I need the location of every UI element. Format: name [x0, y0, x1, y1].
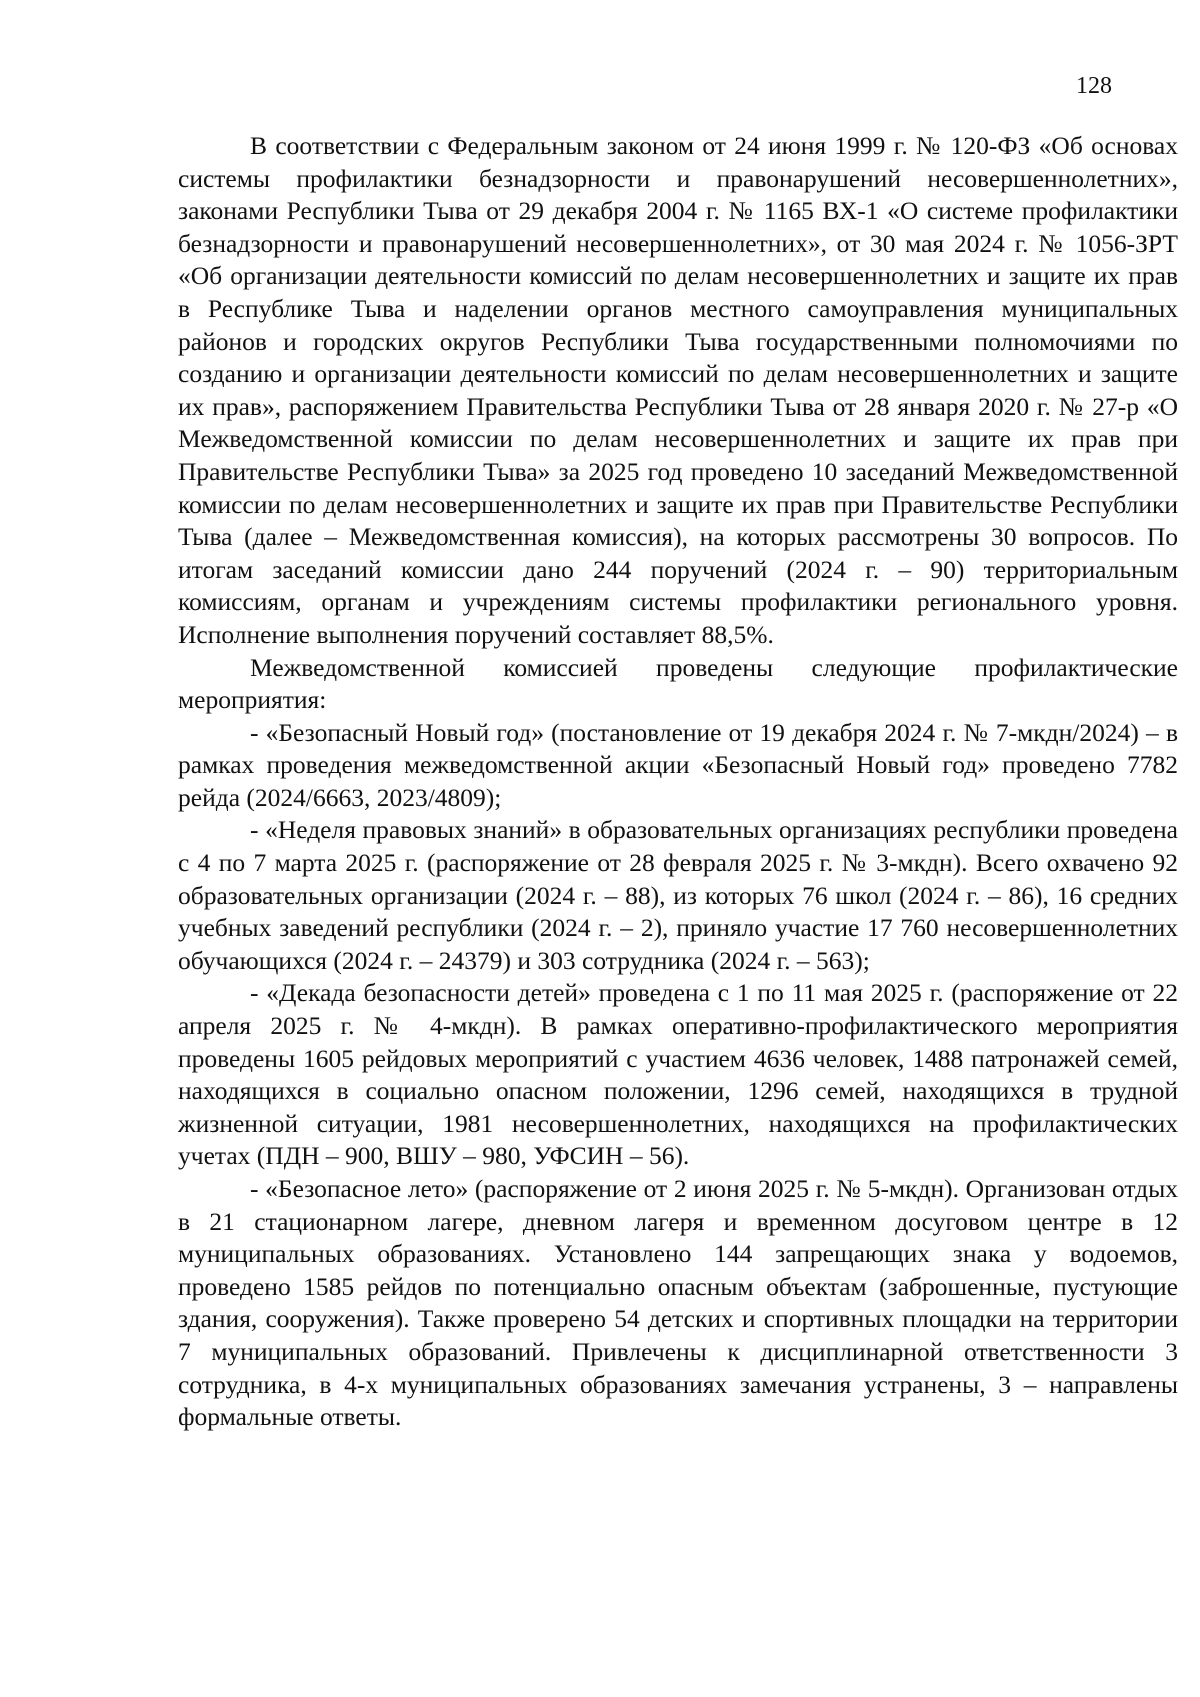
paragraph-legal-basis: В соответствии с Федеральным законом от 24 июня 1999 г. № 120-ФЗ «Об основах системы профилактики безнадзорности и правонарушений несовершеннолетних», законами Республики Тыва от 29 декабря 2004 г. № 1165 ВХ-1 «О системе профилактики безнадзорности и правонарушений несовершеннолетних», от 30 мая 2024 г. № 1056-ЗРТ «Об организации деятельности комиссий по делам несовершеннолетних и защите их прав в Республике Тыва и наделении органов местного самоуправления муниципальных районов и городских округов Республики Тыва государственными полномочиями по созданию и организации деятельности комиссий по делам несовершеннолетних и защите их прав», распоряжением Правительства Республики Тыва от 28 января 2020 г. № 27-р «О Межведомственной комиссии по делам несовершеннолетних и защите их прав при Правительстве Республики Тыва» за 2025 год проведено 10 заседаний Межведомственной комиссии по делам несовершеннолетних и защите их прав при Правительстве Республики Тыва (далее – Межведомственная комиссия), на которых рассмотрены 30 вопросов. По итогам заседаний комиссии дано 244 поручений (2024 г. – 90) территориальным комиссиям, органам и учреждениям системы профилактики регионального уровня. Исполнение выполнения поручений составляет 88,5%. — [178, 131, 1178, 649]
paragraph-safe-summer: - «Безопасное лето» (распоряжение от 2 июня 2025 г. № 5-мкдн). Организован отдых в 21 стационарном лагере, дневном лагеря и временном досуговом центре в 12 муниципальных образованиях. Установлено 144 запрещающих знака у водоемов, проведено 1585 рейдов по потенциально опасным объектам (заброшенные, пустующие здания, сооружения). Также проверено 54 детских и спортивных площадки на территории 7 муниципальных образований. Привлечены к дисциплинарной ответственности 3 сотрудника, в 4-х муниципальных образованиях замечания устранены, 3 – направлены формальные ответы. — [178, 1174, 1178, 1432]
document-body — [178, 130, 1178, 1434]
paragraph-activities-intro: Межведомственной комиссией проведены следующие профилактические мероприятия: — [178, 652, 1178, 715]
paragraph-child-safety-decade: - «Декада безопасности детей» проведена с 1 по 11 мая 2025 г. (распоряжение от 22 апреля 2025 г. № 4-мкдн). В рамках оперативно-профилактического мероприятия проведены 1605 рейдовых мероприятий с участием 4636 человек, 1488 патронажей семей, находящихся в социально опасном положении, 1296 семей, находящихся в трудной жизненной ситуации, 1981 несовершеннолетних, находящихся на профилактических учетах (ПДН – 900, ВШУ – 980, УФСИН – 56). — [178, 978, 1178, 1171]
paragraph-safe-new-year: - «Безопасный Новый год» (постановление от 19 декабря 2024 г. № 7-мкдн/2024) – в рамках проведения межведомственной акции «Безопасный Новый год» проведено 7782 рейда (2024/6663, 2023/4809); — [178, 717, 1178, 812]
paragraph-legal-knowledge-week: - «Неделя правовых знаний» в образовательных организациях республики проведена с 4 по 7 марта 2025 г. (распоряжение от 28 февраля 2025 г. № 3-мкдн). Всего охвачено 92 образовательных организации (2024 г. – 88), из которых 76 школ (2024 г. – 86), 16 средних учебных заведений республики (2024 г. – 2), приняло участие 17 760 несовершеннолетних обучающихся (2024 г. – 24379) и 303 сотрудника (2024 г. – 563); — [178, 815, 1178, 975]
page-number: 128 — [1076, 73, 1112, 99]
